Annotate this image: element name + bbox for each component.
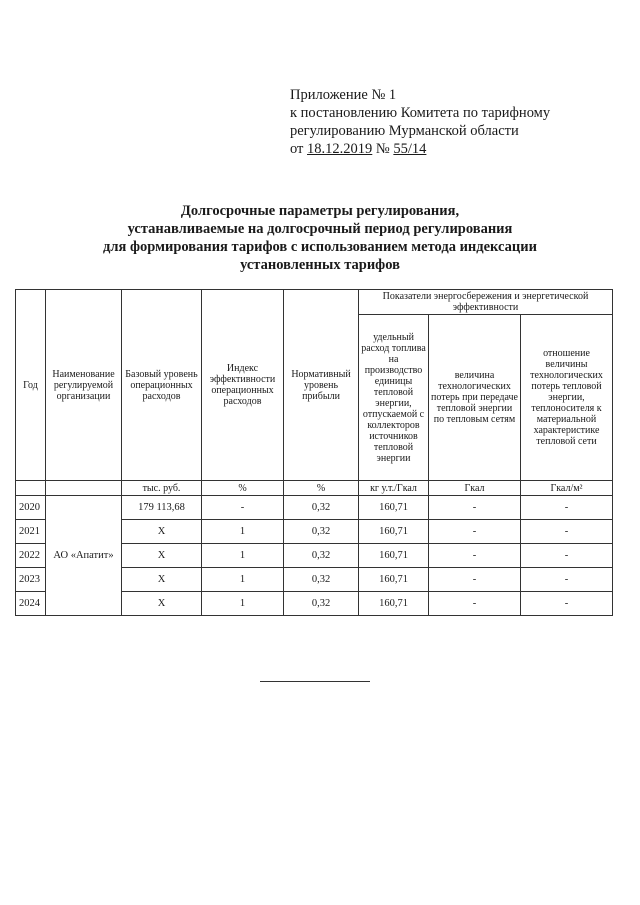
title-line-2: устанавливаемые на долгосрочный период регулирования bbox=[127, 221, 513, 237]
cell-year: 2020 bbox=[16, 496, 46, 520]
cell-ratio: - bbox=[521, 520, 613, 544]
header-losses-ratio: отношение величины технологических потерь тепловой энергии, теплоносителя к материальной характеристике тепловой сети bbox=[521, 315, 613, 481]
title-line-4: установленных тарифов bbox=[240, 257, 400, 273]
cell-base: Х bbox=[122, 568, 202, 592]
cell-year: 2023 bbox=[16, 568, 46, 592]
cell-fuel: 160,71 bbox=[359, 592, 429, 616]
date-prefix: от bbox=[290, 141, 304, 157]
table-row bbox=[16, 496, 613, 520]
header-efficiency-index: Индекс эффективности операционных расходов bbox=[202, 290, 284, 481]
cell-ratio: - bbox=[521, 592, 613, 616]
header-energy-group: Показатели энергосбережения и энергетической эффективности bbox=[359, 290, 613, 315]
cell-losses: - bbox=[429, 568, 521, 592]
header-technological-losses: величина технологических потерь при передаче тепловой энергии по тепловым сетям bbox=[429, 315, 521, 481]
cell-index: - bbox=[202, 496, 284, 520]
cell-year: 2021 bbox=[16, 520, 46, 544]
cell-profit: 0,32 bbox=[284, 568, 359, 592]
cell-year: 2022 bbox=[16, 544, 46, 568]
cell-losses: - bbox=[429, 496, 521, 520]
cell-losses: - bbox=[429, 544, 521, 568]
title-line-1: Долгосрочные параметры регулирования, bbox=[180, 203, 460, 219]
decree-date: 18.12.2019 bbox=[307, 141, 373, 157]
cell-base: Х bbox=[122, 544, 202, 568]
document-title bbox=[40, 202, 600, 274]
unit-ratio: Гкал/м² bbox=[521, 481, 613, 496]
unit-losses: Гкал bbox=[429, 481, 521, 496]
cell-ratio: - bbox=[521, 496, 613, 520]
header-organization: Наименование регулируемой организации bbox=[46, 290, 122, 481]
cell-base: Х bbox=[122, 520, 202, 544]
footer-divider bbox=[260, 681, 370, 682]
decree-number: 55/14 bbox=[393, 141, 427, 157]
cell-ratio: - bbox=[521, 568, 613, 592]
cell-organization: АО «Апатит» bbox=[46, 496, 122, 616]
header-profit-level: Нормативный уровень прибыли bbox=[284, 290, 359, 481]
cell-losses: - bbox=[429, 592, 521, 616]
unit-fuel: кг у.т./Гкал bbox=[359, 481, 429, 496]
cell-fuel: 160,71 bbox=[359, 544, 429, 568]
appendix-line-3: регулированию Мурманской области bbox=[290, 123, 519, 139]
appendix-date-line bbox=[290, 140, 610, 158]
cell-index: 1 bbox=[202, 520, 284, 544]
header-fuel-consumption: удельный расход топлива на производство единицы тепловой энергии, отпускаемой с коллекторов источников тепловой энергии bbox=[359, 315, 429, 481]
cell-fuel: 160,71 bbox=[359, 520, 429, 544]
header-base-level: Базовый уровень операционных расходов bbox=[122, 290, 202, 481]
cell-index: 1 bbox=[202, 568, 284, 592]
cell-fuel: 160,71 bbox=[359, 568, 429, 592]
appendix-line-1: Приложение № 1 bbox=[290, 87, 397, 103]
cell-year: 2024 bbox=[16, 592, 46, 616]
unit-profit: % bbox=[284, 481, 359, 496]
cell-base: 179 113,68 bbox=[122, 496, 202, 520]
cell-index: 1 bbox=[202, 544, 284, 568]
appendix-header bbox=[290, 86, 610, 158]
cell-profit: 0,32 bbox=[284, 592, 359, 616]
units-row bbox=[16, 481, 613, 496]
cell-index: 1 bbox=[202, 592, 284, 616]
cell-ratio: - bbox=[521, 544, 613, 568]
header-year: Год bbox=[16, 290, 46, 481]
unit-base: тыс. руб. bbox=[122, 481, 202, 496]
cell-profit: 0,32 bbox=[284, 544, 359, 568]
title-line-3: для формирования тарифов с использованием метода индексации bbox=[103, 239, 537, 255]
regulation-parameters-table bbox=[15, 289, 613, 616]
unit-index: % bbox=[202, 481, 284, 496]
cell-fuel: 160,71 bbox=[359, 496, 429, 520]
cell-profit: 0,32 bbox=[284, 496, 359, 520]
cell-base: Х bbox=[122, 592, 202, 616]
cell-profit: 0,32 bbox=[284, 520, 359, 544]
cell-losses: - bbox=[429, 520, 521, 544]
appendix-line-2: к постановлению Комитета по тарифному bbox=[290, 105, 551, 121]
number-sign: № bbox=[375, 141, 390, 157]
